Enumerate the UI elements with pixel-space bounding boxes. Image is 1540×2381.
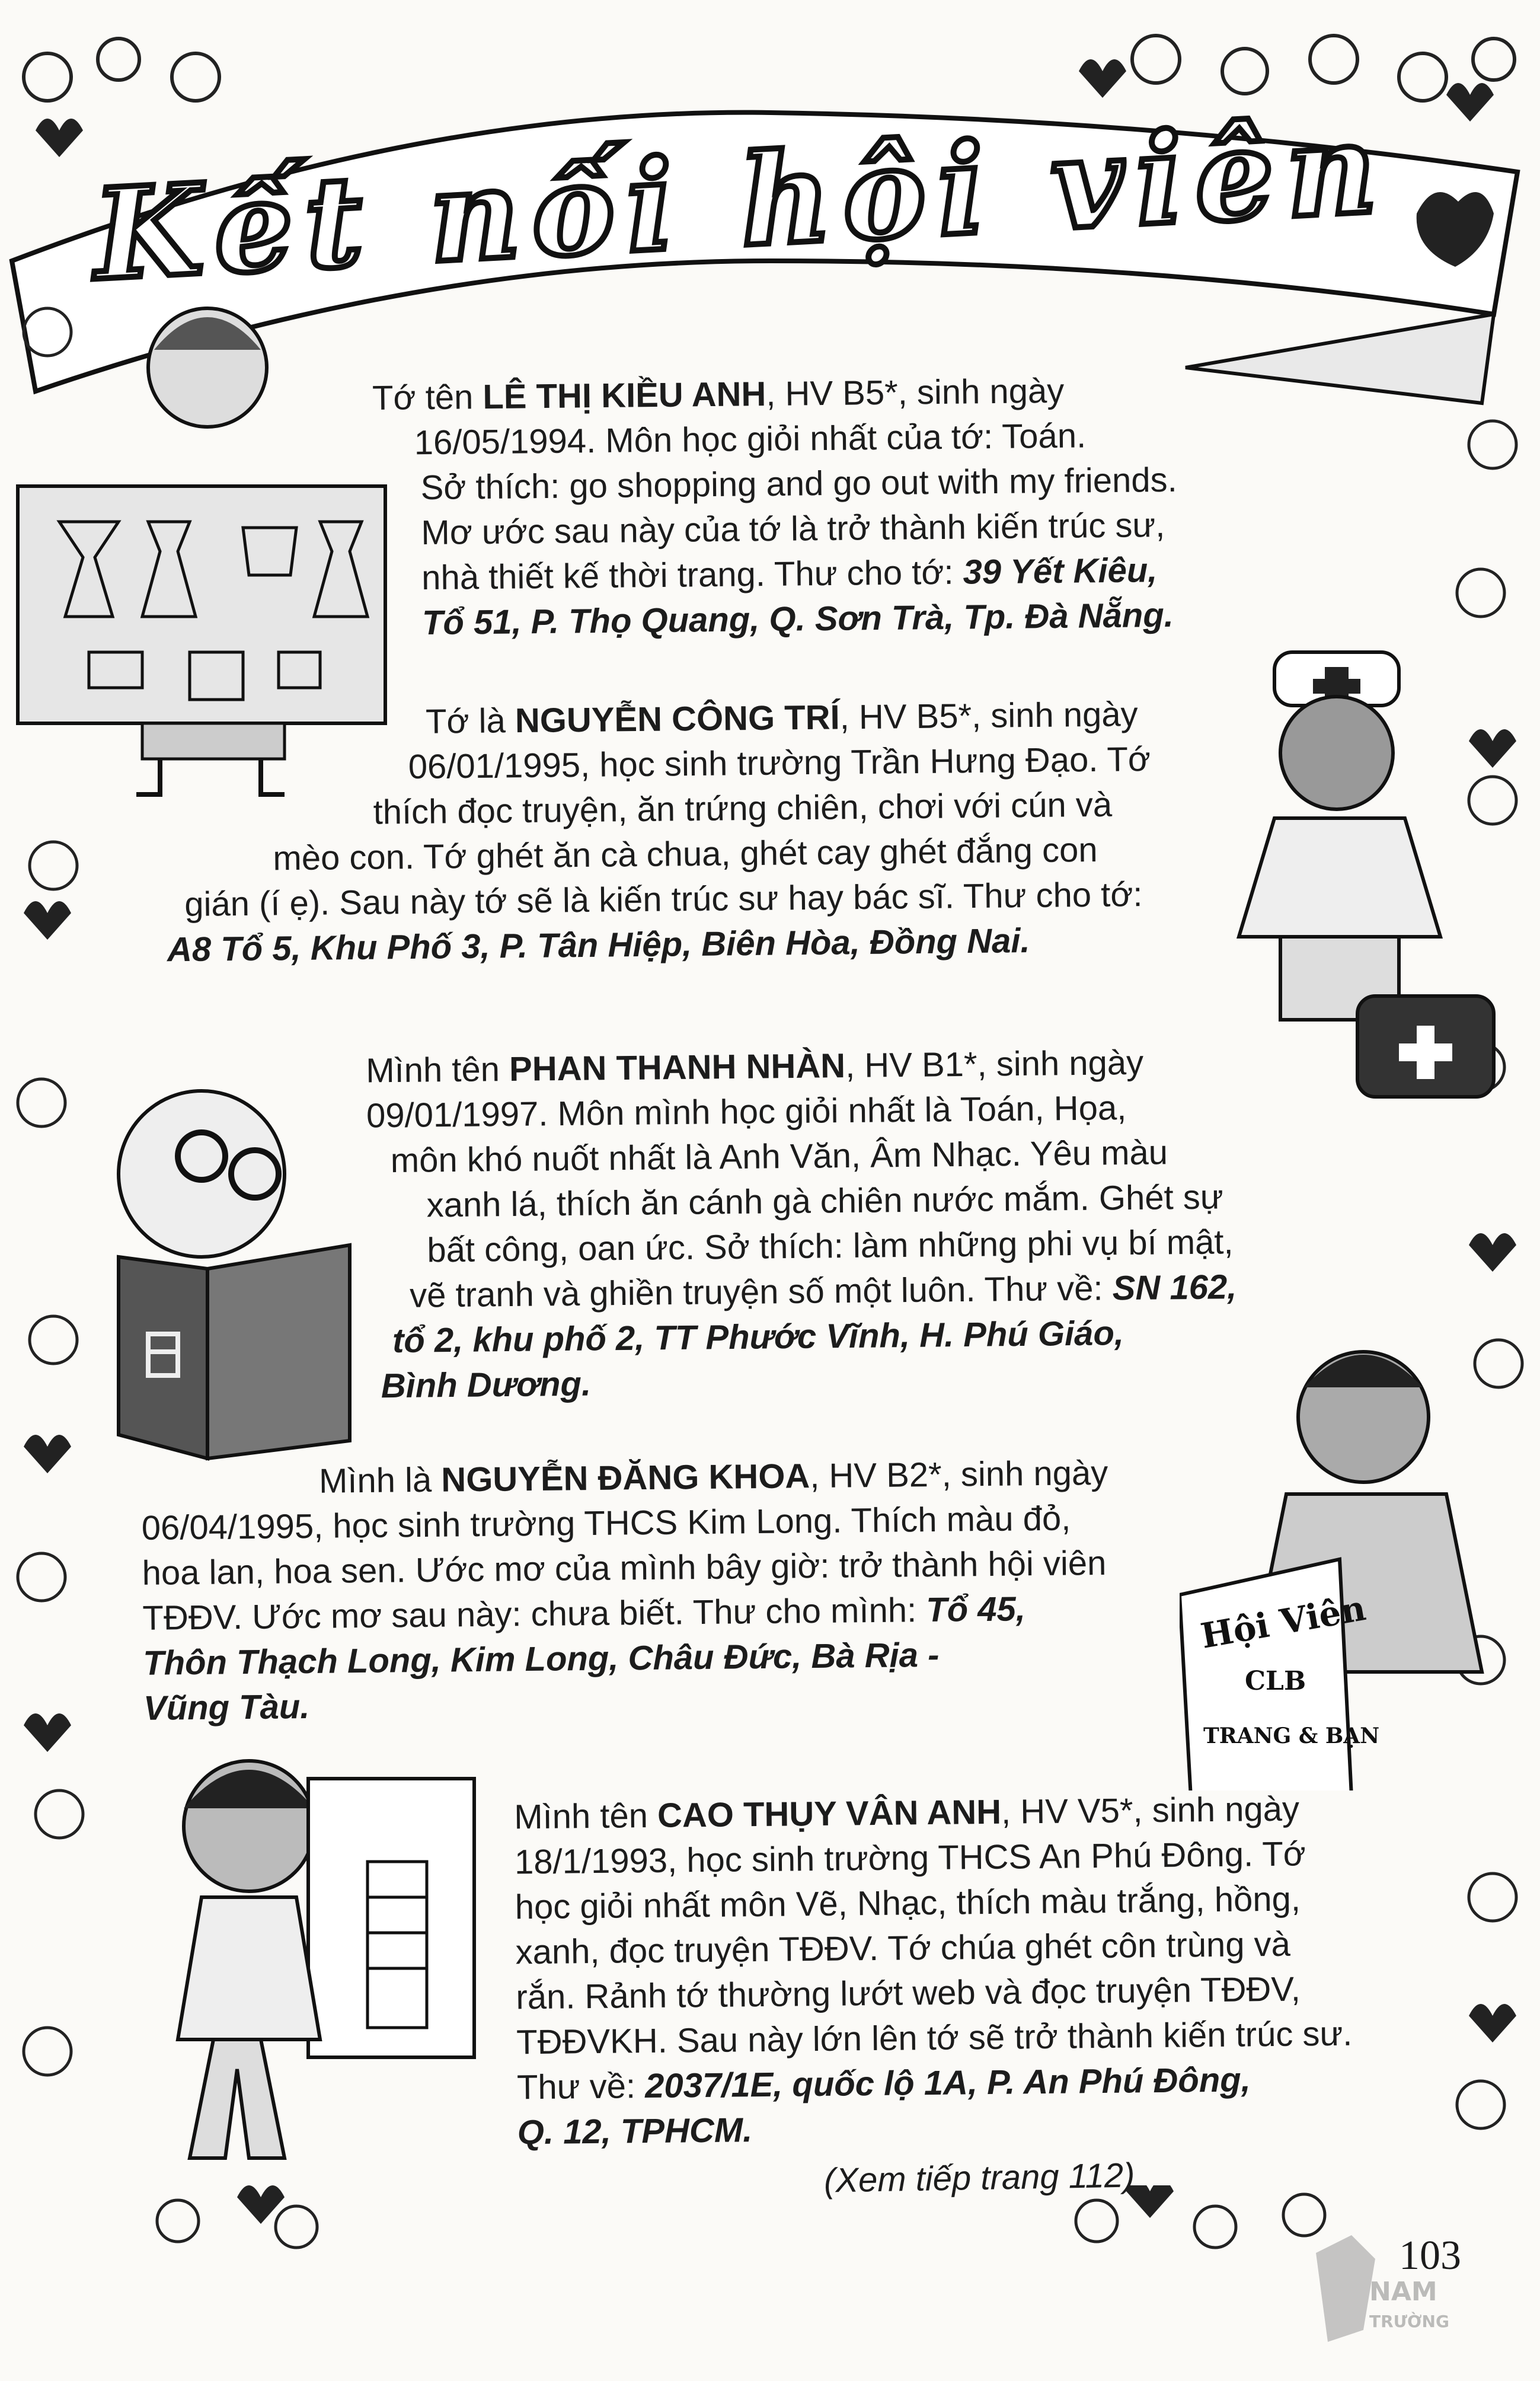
entry-4-line2: 06/04/1995, học sinh trường THCS Kim Long. Thích màu đỏ, <box>141 1499 1071 1547</box>
entry-5-line6: TĐĐVKH. Sau này lớn lên tớ sẽ trở thành kiến trúc sư. <box>516 2014 1353 2062</box>
page-number: 103 <box>1399 2233 1461 2278</box>
entry-3-line1-rest: , HV B1*, sinh ngày <box>845 1043 1144 1086</box>
sign-line-3: TRANG & BẠN <box>1203 1723 1380 1748</box>
entry-1-line2: 16/05/1994. Môn học giỏi nhất của tớ: Toán. <box>414 416 1087 462</box>
entry-2-line2: 06/01/1995, học sinh trường Trần Hưng Đạo. Tớ <box>408 739 1151 787</box>
entry-5-line3: học giỏi nhất môn Vẽ, Nhạc, thích màu trắng, hồng, <box>515 1879 1301 1927</box>
entry-5-line2: 18/1/1993, học sinh trường THCS An Phú Đông. Tớ <box>514 1834 1306 1882</box>
entry-1-name: LÊ THỊ KIỀU ANH <box>483 375 766 417</box>
member-entry-2 <box>165 691 1223 973</box>
continued-note: (Xem tiếp trang 112) <box>823 2156 1135 2200</box>
member-entry-3 <box>366 1039 1330 1409</box>
member-entry-1 <box>372 365 1395 646</box>
entry-4-name: NGUYỄN ĐĂNG KHOA <box>441 1457 810 1499</box>
entry-1-address-1: 39 Yết Kiêu, <box>963 551 1158 592</box>
entry-5-line5: rắn. Rảnh tớ thường lướt web và đọc truyện TĐĐV, <box>516 1970 1301 2017</box>
illustration-boy-reading <box>83 1067 379 1470</box>
entry-2-line3: thích đọc truyện, ăn trứng chiên, chơi với cún và <box>373 785 1113 832</box>
watermark-line-2: TRƯỜNG <box>1369 2312 1449 2331</box>
entry-3-address-2: tổ 2, khu phố 2, TT Phước Vĩnh, H. Phú Giáo, <box>392 1314 1124 1361</box>
entry-2-name: NGUYỄN CÔNG TRÍ <box>515 698 840 741</box>
entry-3-address-3: Bình Dương. <box>381 1364 592 1406</box>
entry-5-address-1: 2037/1E, quốc lộ 1A, P. An Phú Đông, <box>644 2060 1251 2106</box>
entry-4-address-2: Thôn Thạch Long, Kim Long, Châu Đức, Bà Rịa - <box>142 1635 940 1683</box>
entry-1-line3: Sở thích: go shopping and go out with my friends. <box>420 460 1178 508</box>
entry-2-line1-rest: , HV B5*, sinh ngày <box>839 695 1138 737</box>
illustration-girl-drawing <box>119 1743 486 2217</box>
entry-5-line7: Thư về: <box>516 2067 646 2107</box>
member-entry-5 <box>513 1786 1353 2156</box>
entry-3-line6: vẽ tranh và ghiền truyện số một luôn. Thư về: <box>409 1269 1113 1315</box>
entry-3-line4: xanh lá, thích ăn cánh gà chiên nước mắm. Ghét sự <box>426 1177 1223 1225</box>
entry-4-line3: hoa lan, hoa sen. Ước mơ của mình bây giờ: trở thành hội viên <box>142 1543 1107 1592</box>
member-entry-4 <box>141 1450 1152 1731</box>
entry-2-line4: mèo con. Tớ ghét ăn cà chua, ghét cay ghét đắng con <box>273 830 1098 878</box>
entry-3-intro: Mình tên <box>365 1049 510 1090</box>
entry-3-address-1: SN 162, <box>1112 1268 1237 1308</box>
entry-1-line1-rest: , HV B5*, sinh ngày <box>765 371 1065 414</box>
page-title: Kết nối hội viên <box>90 94 1392 309</box>
club-sign <box>1180 1559 1379 1790</box>
entry-4-intro: Mình là <box>318 1460 442 1501</box>
sign-line-2: CLB <box>1245 1666 1306 1696</box>
entry-4-line4: TĐĐV. Ước mơ sau này: chưa biết. Thư cho mình: <box>142 1591 926 1638</box>
entry-5-address-2: Q. 12, TPHCM. <box>517 2111 753 2152</box>
entry-1-line4: Mơ ước sau này của tớ là trở thành kiến trúc sư, <box>421 506 1165 553</box>
entry-3-name: PHAN THANH NHÀN <box>509 1046 846 1089</box>
entry-4-address-3: Vũng Tàu. <box>143 1687 310 1728</box>
entry-1-intro: Tớ tên <box>372 378 483 418</box>
entry-5-intro: Mình tên <box>513 1796 658 1837</box>
entry-5-line1-rest: , HV V5*, sinh ngày <box>1001 1789 1300 1831</box>
entry-3-line5: bất công, oan ức. Sở thích: làm những phi vụ bí mật, <box>427 1223 1234 1270</box>
entry-5-name: CAO THỤY VÂN ANH <box>657 1792 1002 1835</box>
entry-1-line5: nhà thiết kế thời trang. Thư cho tớ: <box>421 553 963 598</box>
entry-2-address-1: A8 Tổ 5, Khu Phố 3, P. Tân Hiệp, Biên Hòa, Đồng Nai. <box>167 921 1030 969</box>
sign-line-1: Hội Viên <box>1197 1588 1369 1657</box>
entry-2-line5: gián (í ẹ). Sau này tớ sẽ là kiến trúc sư hay bác sĩ. Thư cho tớ: <box>184 875 1143 924</box>
entry-4-line1-rest: , HV B2*, sinh ngày <box>809 1453 1108 1496</box>
entry-2-intro: Tớ là <box>425 701 516 741</box>
floral-right-border <box>1421 356 1540 2206</box>
entry-5-line4: xanh, đọc truyện TĐĐV. Tớ chúa ghét côn trùng và <box>515 1924 1291 1972</box>
entry-4-address-1: Tổ 45, <box>925 1590 1026 1630</box>
entry-3-line2: 09/01/1997. Môn mình học giỏi nhất là Toán, Họa, <box>366 1089 1127 1135</box>
entry-3-line3: môn khó nuốt nhất là Anh Văn, Âm Nhạc. Yêu màu <box>390 1133 1168 1180</box>
entry-1-address-2: Tổ 51, P. Thọ Quang, Q. Sơn Trà, Tp. Đà Nẵng. <box>421 595 1174 643</box>
watermark-line-1: NAM <box>1369 2277 1437 2307</box>
